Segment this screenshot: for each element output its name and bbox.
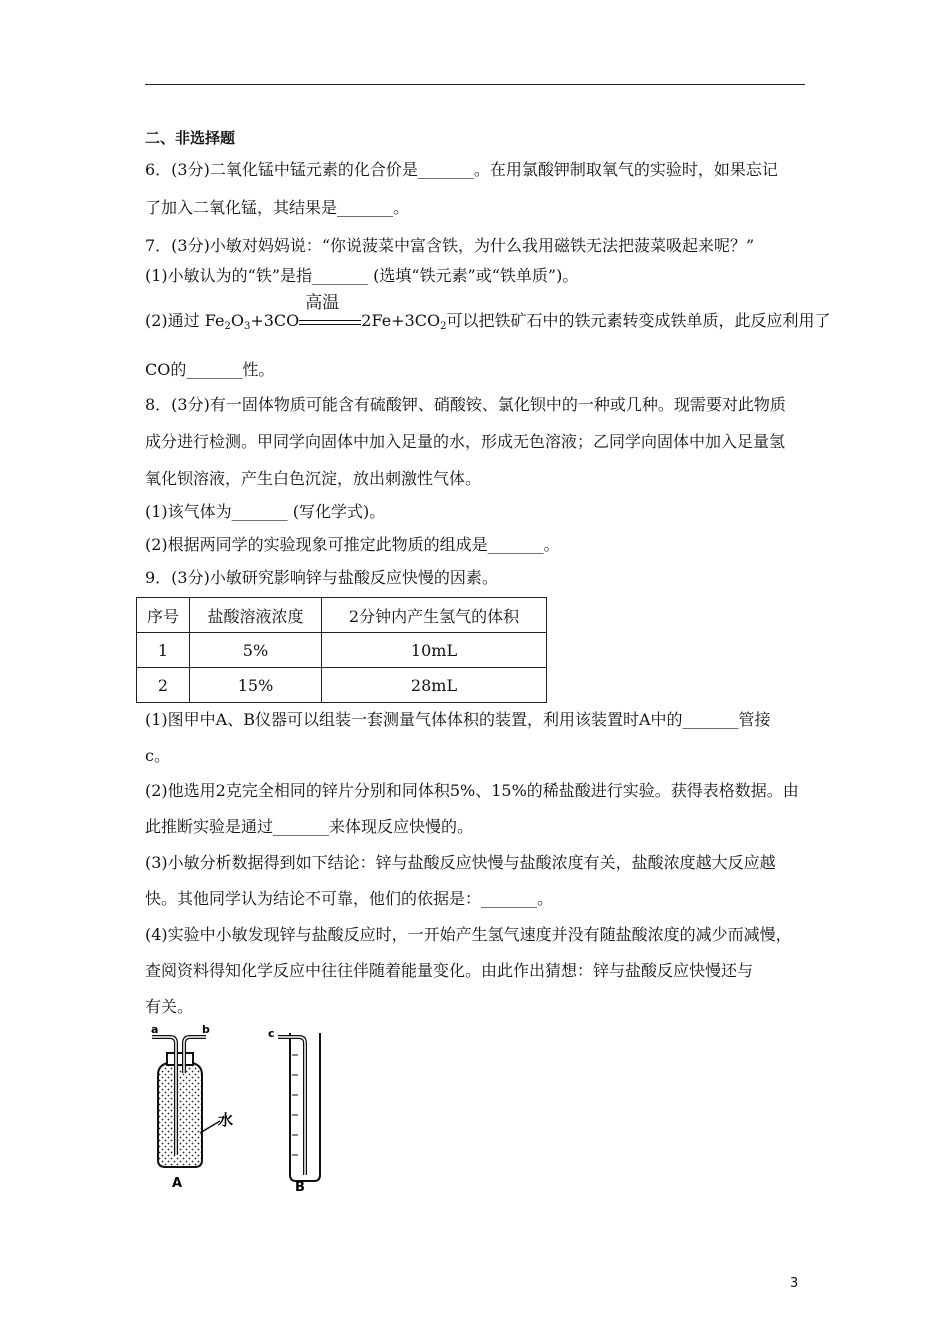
q9-p4-line1: (4)实验中小敏发现锌与盐酸反应时，一开始产生氢气速度并没有随盐酸浓度的减少而减慢， — [145, 925, 792, 944]
q7-part1: (1)小敏认为的“铁”是指_______ (选填“铁元素”或“铁单质”)。 — [145, 266, 579, 285]
table-cell: 28mL — [322, 668, 547, 703]
q8-part1: (1)该气体为_______ (写化学式)。 — [145, 502, 386, 521]
data-table — [136, 597, 547, 703]
double-line-icon — [299, 320, 361, 325]
table-header: 盐酸溶液浓度 — [190, 598, 322, 633]
table-cell: 2 — [137, 668, 190, 703]
q7-part2-suffix: 可以把铁矿石中的铁元素转变成铁单质，此反应利用了 — [446, 311, 831, 330]
equation-products: 2Fe+3CO — [361, 311, 441, 330]
q7-part2-equation-line — [145, 293, 831, 337]
q9-p4-line2: 查阅资料得知化学反应中往往伴随着能量变化。由此作出猜想：锌与盐酸反应快慢还与 — [145, 961, 754, 980]
equation-sub-2: 2 — [224, 321, 231, 332]
q9-p4-line3: 有关。 — [145, 997, 194, 1016]
q9-p3-line2: 快。其他同学认为结论不可靠，他们的依据是：_______。 — [145, 889, 554, 908]
table-header: 序号 — [137, 598, 190, 633]
q7-line1: 7．(3分)小敏对妈妈说：“你说菠菜中富含铁，为什么我用磁铁无法把菠菜吸起来呢？” — [145, 236, 755, 255]
q9-p2-line2: 此推断实验是通过_______来体现反应快慢的。 — [145, 817, 474, 836]
q7-part2-line2: CO的_______性。 — [145, 360, 275, 379]
reaction-arrow — [299, 293, 361, 331]
equation-o: O — [230, 311, 244, 330]
label-c: c — [268, 1027, 275, 1040]
table-cell: 5% — [190, 633, 322, 668]
reaction-condition: 高温 — [305, 293, 340, 313]
q8-line1: 8．(3分)有一固体物质可能含有硫酸钾、硝酸铵、氯化钡中的一种或几种。现需要对此物质 — [145, 395, 786, 414]
q9-p1-line2: c。 — [145, 746, 170, 765]
q8-line2: 成分进行检测。甲同学向固体中加入足量的水，形成无色溶液；乙同学向固体中加入足量氢 — [145, 432, 786, 451]
label-b: b — [202, 1025, 210, 1036]
label-B: B — [295, 1180, 305, 1195]
measuring-cylinder-b — [278, 1033, 320, 1181]
equation-fe: Fe — [204, 311, 225, 330]
table-cell: 15% — [190, 668, 322, 703]
table-header-row — [137, 598, 547, 633]
apparatus-figure — [140, 1025, 340, 1195]
equation-sub-2b: 2 — [440, 321, 447, 332]
q7-part2-prefix: (2)通过 — [145, 311, 200, 330]
equation-sub-3: 3 — [243, 321, 251, 332]
label-a: a — [151, 1025, 159, 1036]
gas-bottle-a — [152, 1037, 220, 1167]
table-cell: 1 — [137, 633, 190, 668]
label-A: A — [172, 1176, 183, 1191]
q8-part2: (2)根据两同学的实验现象可推定此物质的组成是_______。 — [145, 535, 560, 554]
table-cell: 10mL — [322, 633, 547, 668]
q9-line1: 9．(3分)小敏研究影响锌与盐酸反应快慢的因素。 — [145, 568, 498, 587]
q9-p3-line1: (3)小敏分析数据得到如下结论：锌与盐酸反应快慢与盐酸浓度有关，盐酸浓度越大反应越 — [145, 853, 776, 872]
table-header: 2分钟内产生氢气的体积 — [322, 598, 547, 633]
q9-p2-line1: (2)他选用2克完全相同的锌片分别和同体积5%、15%的稀盐酸进行实验。获得表格数据。由 — [145, 781, 799, 800]
q6-line2: 了加入二氧化锰，其结果是_______。 — [145, 198, 410, 217]
section-title: 二、非选择题 — [145, 129, 236, 147]
table-row — [137, 668, 547, 703]
header-rule — [145, 84, 805, 85]
q9-p1-line1: (1)图甲中A、B仪器可以组装一套测量气体体积的装置，利用该装置时A中的_______管接 — [145, 710, 771, 729]
q6-line1: 6．(3分)二氧化锰中锰元素的化合价是_______。在用氯酸钾制取氧气的实验时，如果忘记 — [145, 160, 778, 179]
q8-line3: 氧化钡溶液，产生白色沉淀，放出刺激性气体。 — [145, 469, 482, 488]
table-row — [137, 633, 547, 668]
equation-reactant-co: +3CO — [250, 311, 300, 330]
label-water: 水 — [218, 1111, 234, 1129]
page-number: 3 — [790, 1276, 799, 1291]
